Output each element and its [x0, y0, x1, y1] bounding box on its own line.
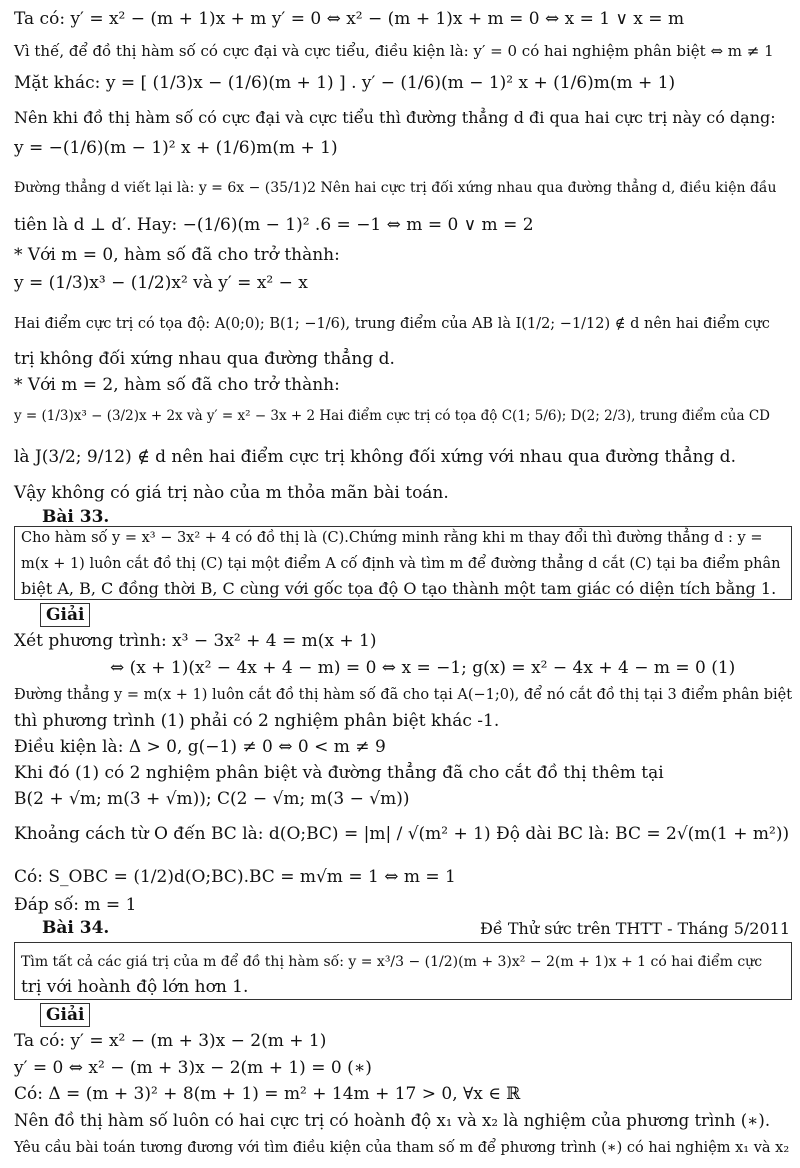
problem-line: Cho hàm số y = x³ − 3x² + 4 có đồ thị là (C).Chứng minh rằng khi m thay đổi thì đường thẳng d : y =: [21, 530, 763, 546]
sol32-line: tiên là d ⊥ d′. Hay: −(1/6)(m − 1)² .6 = −1 ⇔ m = 0 ∨ m = 2: [14, 215, 534, 235]
sol32-line: * Với m = 0, hàm số đã cho trở thành:: [14, 245, 340, 265]
sol32-line: Mặt khác: y = [ (1/3)x − (1/6)(m + 1) ] . y′ − (1/6)(m − 1)² x + (1/6)m(m + 1): [14, 73, 676, 93]
exercise-34-heading: Bài 34.: [42, 918, 110, 938]
sol32-line: Hai điểm cực trị có tọa độ: A(0;0); B(1; −1/6), trung điểm của AB là I(1/2; −1/12) ∉ d nên hai điểm cực: [14, 316, 770, 332]
exercise-33-heading: Bài 33.: [42, 507, 110, 527]
sol32-line: Vậy không có giá trị nào của m thỏa mãn bài toán.: [14, 483, 449, 503]
sol32-line: Vì thế, để đồ thị hàm số có cực đại và cực tiểu, điều kiện là: y′ = 0 có hai nghiệm phân biệt ⇔ m ≠ 1: [14, 42, 774, 60]
problem-line: Tìm tất cả các giá trị của m để đồ thị hàm số: y = x³/3 − (1/2)(m + 3)x² − 2(m + 1)x + 1 có hai điểm cực: [21, 954, 763, 970]
sol34-line: Nên đồ thị hàm số luôn có hai cực trị có hoành độ x₁ và x₂ là nghiệm của phương trình (∗).: [14, 1111, 771, 1130]
problem-line: m(x + 1) luôn cắt đồ thị (C) tại một điểm A cố định và tìm m để đường thẳng d cắt (C) tại ba điểm phân: [21, 556, 781, 572]
sol34-line: Yêu cầu bài toán tương đương với tìm điều kiện của tham số m để phương trình (∗) có hai nghiệm x₁ và x₂: [14, 1140, 790, 1156]
solution-label: Giải: [40, 1003, 90, 1027]
sol33-line: Đường thẳng y = m(x + 1) luôn cắt đồ thị hàm số đã cho tại A(−1;0), để nó cắt đồ thị tại 3 điểm phân biệt: [14, 687, 793, 703]
sol33-line: Xét phương trình: x³ − 3x² + 4 = m(x + 1): [14, 631, 377, 651]
sol34-line: Có: Δ = (m + 3)² + 8(m + 1) = m² + 14m + 17 > 0, ∀x ∈ ℝ: [14, 1084, 521, 1104]
exercise-34-problem-box: [14, 942, 792, 1000]
exercise-34-source: Đề Thử sức trên THTT - Tháng 5/2011: [480, 919, 790, 938]
exercise-33-problem-box: [14, 526, 792, 600]
sol33-line: Khoảng cách từ O đến BC là: d(O;BC) = |m| / √(m² + 1) Độ dài BC là: BC = 2√(m(1 + m²)): [14, 824, 790, 844]
sol33-line: Khi đó (1) có 2 nghiệm phân biệt và đường thẳng đã cho cắt đồ thị thêm tại: [14, 763, 664, 783]
sol32-line: là J(3/2; 9/12) ∉ d nên hai điểm cực trị không đối xứng với nhau qua đường thẳng d.: [14, 447, 736, 467]
sol32-line: y = (1/3)x³ − (3/2)x + 2x và y′ = x² − 3x + 2 Hai điểm cực trị có tọa độ C(1; 5/6); D(2; 2/3), trung điểm của CD: [14, 408, 770, 424]
sol33-line: B(2 + √m; m(3 + √m)); C(2 − √m; m(3 − √m)): [14, 789, 410, 809]
sol33-line: thì phương trình (1) phải có 2 nghiệm phân biệt khác -1.: [14, 711, 500, 731]
sol32-line: y = (1/3)x³ − (1/2)x² và y′ = x² − x: [14, 273, 308, 293]
solution-label: Giải: [40, 603, 90, 627]
sol32-line: y = −(1/6)(m − 1)² x + (1/6)m(m + 1): [14, 138, 338, 158]
sol34-line: y′ = 0 ⇔ x² − (m + 3)x − 2(m + 1) = 0 (∗): [14, 1058, 372, 1078]
sol33-line: Đáp số: m = 1: [14, 895, 137, 915]
sol33-line: Điều kiện là: Δ > 0, g(−1) ≠ 0 ⇔ 0 < m ≠ 9: [14, 737, 386, 757]
sol32-line: * Với m = 2, hàm số đã cho trở thành:: [14, 375, 340, 395]
sol32-line: Nên khi đồ thị hàm số có cực đại và cực tiểu thì đường thẳng d đi qua hai cực trị này có dạng:: [14, 108, 776, 127]
problem-line: biệt A, B, C đồng thời B, C cùng với gốc tọa độ O tạo thành một tam giác có diện tích bằng 1.: [21, 579, 777, 598]
sol33-line: ⇔ (x + 1)(x² − 4x + 4 − m) = 0 ⇔ x = −1; g(x) = x² − 4x + 4 − m = 0 (1): [110, 658, 736, 678]
sol32-line: Đường thẳng d viết lại là: y = 6x − (35/1)2 Nên hai cực trị đối xứng nhau qua đường thẳng d, điều kiện đầu: [14, 180, 777, 196]
sol33-line: Có: S_OBC = (1/2)d(O;BC).BC = m√m = 1 ⇔ m = 1: [14, 867, 456, 887]
problem-line: trị với hoành độ lớn hơn 1.: [21, 977, 249, 997]
sol34-line: Ta có: y′ = x² − (m + 3)x − 2(m + 1): [14, 1031, 327, 1051]
sol32-line: Ta có: y′ = x² − (m + 1)x + m y′ = 0 ⇔ x² − (m + 1)x + m = 0 ⇔ x = 1 ∨ x = m: [14, 9, 685, 29]
sol32-line: trị không đối xứng nhau qua đường thẳng d.: [14, 349, 395, 369]
